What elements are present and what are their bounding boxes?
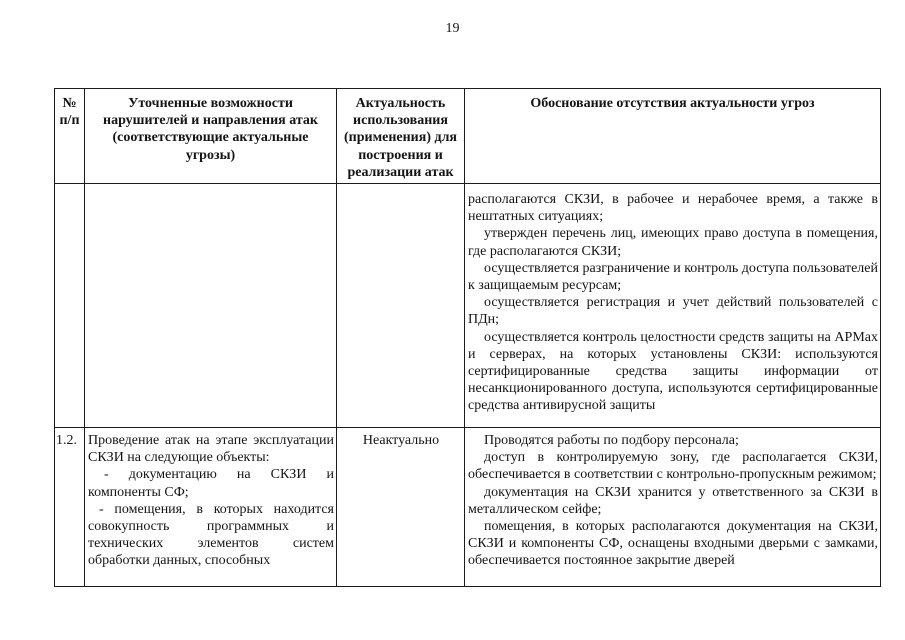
capabilities-paragraph: - документацию на СКЗИ и компоненты СФ; [88, 467, 334, 500]
justification-cell [465, 184, 881, 428]
justification-paragraph: осуществляется контроль целостности средств защиты на АРМах и серверах, на которых установлены СКЗИ: используются сертифицированные средства защиты информации от несанкционированного доступа, используются сертифицированные средства антивирусной защиты [468, 329, 878, 414]
row-num-cell [55, 184, 85, 428]
capabilities-paragraph: Проведение атак на этапе эксплуатации СКЗИ на следующие объекты: [88, 433, 334, 466]
justification-paragraph: доступ в контролируемую зону, где располагается СКЗИ, обеспечивается в соответствии с контрольно-пропускным режимом; [468, 450, 878, 483]
page-number: 19 [445, 21, 460, 36]
row-num-cell: 1.2. [55, 428, 85, 587]
relevance-cell [337, 184, 465, 428]
justification-paragraph: документация на СКЗИ хранится у ответственного за СКЗИ в металлическом сейфе; [468, 484, 878, 517]
justification-paragraph: осуществляется регистрация и учет действий пользователей с ПДн; [468, 295, 878, 328]
header-num: № п/п [55, 89, 85, 184]
table-row [55, 428, 881, 587]
table-header-row [55, 89, 881, 184]
threat-table [54, 88, 881, 587]
capabilities-cell [85, 428, 337, 587]
justification-paragraph: утвержден перечень лиц, имеющих право доступа в помещения, где располагаются СКЗИ; [468, 226, 878, 259]
table-row [55, 184, 881, 428]
justification-paragraph: располагаются СКЗИ, в рабочее и нерабочее время, а также в нештатных ситуациях; [468, 192, 878, 225]
header-relevance: Актуальность использования (применения) для построения и реализации атак [337, 89, 465, 184]
justification-paragraph: Проводятся работы по подбору персонала; [484, 433, 739, 449]
justification-paragraph: помещения, в которых располагаются документация на СКЗИ, СКЗИ и компоненты СФ, оснащены входными дверьми с замками, обеспечивается постоянное закрытие дверей [468, 519, 878, 569]
relevance-cell: Неактуально [337, 428, 465, 587]
capabilities-cell [85, 184, 337, 428]
justification-paragraph: осуществляется разграничение и контроль доступа пользователей к защищаемым ресурсам; [468, 260, 879, 294]
header-justification: Обоснование отсутствия актуальности угроз [465, 89, 881, 184]
header-capabilities: Уточненные возможности нарушителей и направления атак (соответствующие актуальные угрозы) [85, 89, 337, 184]
capabilities-paragraph: - помещения, в которых находится совокупность программных и технических элементов систем обработки данных, способных [88, 501, 334, 569]
justification-cell [465, 428, 881, 587]
